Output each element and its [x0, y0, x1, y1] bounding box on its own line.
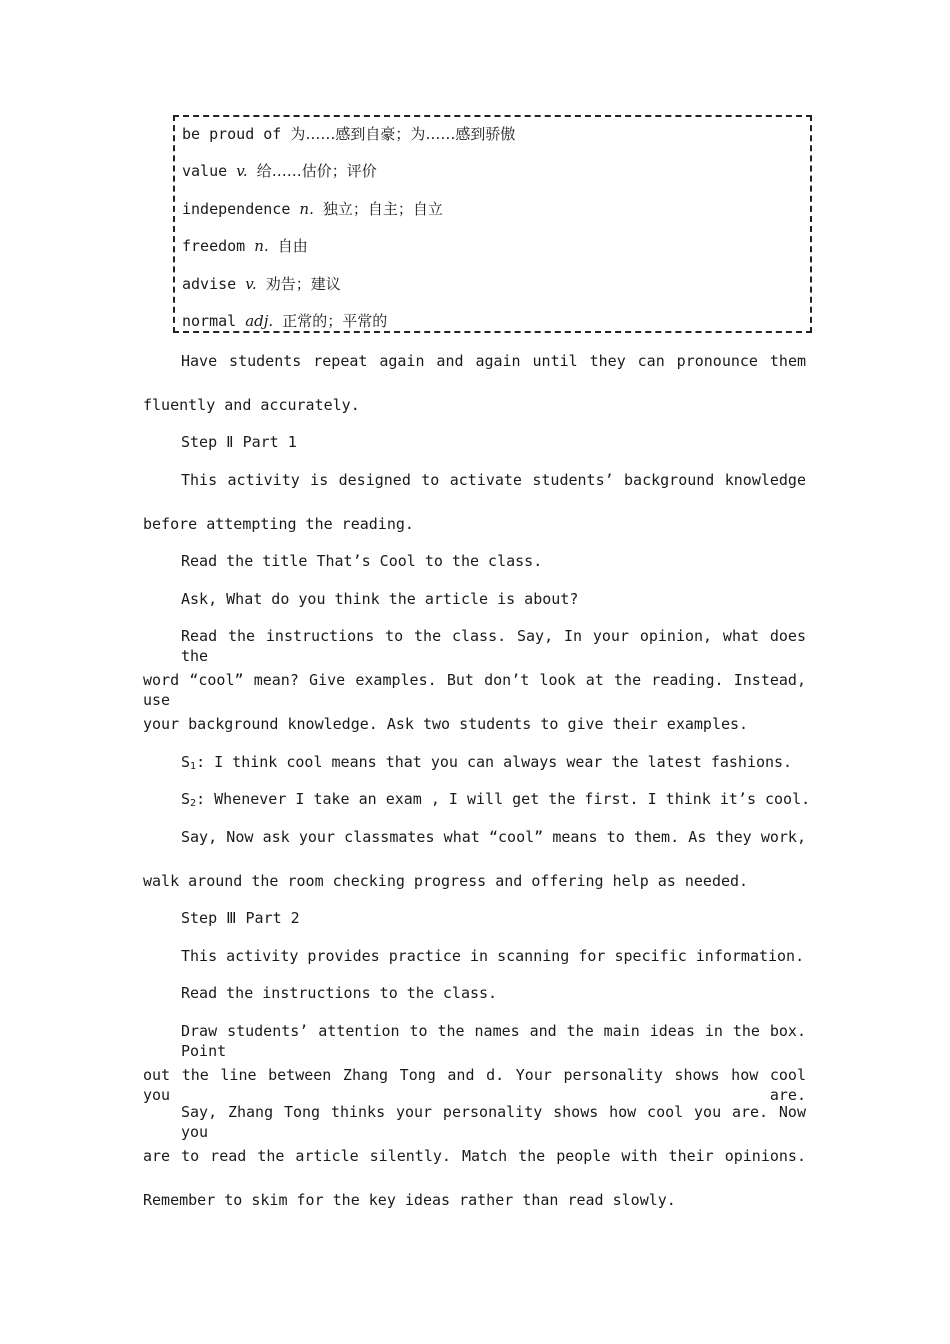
paragraph-line: Say, Zhang Tong thinks your personality shows how cool you are. Now you [181, 1103, 806, 1141]
vocab-item [182, 311, 387, 331]
vocab-word: normal [182, 312, 237, 330]
vocab-meaning: 劝告；建议 [265, 275, 341, 293]
vocab-meaning: 给……估价；评价 [256, 162, 377, 180]
vocab-item [182, 236, 308, 256]
vocab-word: independence [182, 200, 291, 218]
vocab-item [182, 161, 377, 181]
vocab-item [182, 274, 341, 294]
vocabulary-box [173, 115, 812, 333]
paragraph-line: before attempting the reading. [143, 515, 414, 533]
speaker-number: 2 [190, 798, 197, 809]
vocab-pos: v. [236, 162, 248, 180]
step-heading: Step Ⅲ Part 2 [181, 909, 300, 927]
dialogue-line [181, 752, 792, 777]
dialogue-text: : I think cool means that you can always wear the latest fashions. [196, 753, 793, 771]
paragraph-line: are to read the article silently. Match the people with their opinions. [143, 1147, 806, 1165]
vocab-word: advise [182, 275, 237, 293]
paragraph-line: Read the title That’s Cool to the class. [181, 552, 543, 570]
speaker-label: S [181, 790, 191, 808]
paragraph-line: Draw students’ attention to the names and the main ideas in the box. Point [181, 1022, 806, 1060]
paragraph-line: This activity provides practice in scanning for specific information. [181, 947, 805, 965]
vocab-item [182, 124, 515, 144]
vocab-meaning: 自由 [277, 237, 308, 255]
paragraph-line: fluently and accurately. [143, 396, 360, 414]
paragraph-line: Have students repeat again and again until they can pronounce them [181, 352, 806, 370]
paragraph-line: walk around the room checking progress and offering help as needed. [143, 872, 749, 890]
paragraph-line: Remember to skim for the key ideas rather than read slowly. [143, 1191, 676, 1209]
vocab-word: be proud of [182, 125, 282, 143]
vocab-pos: adj. [245, 312, 274, 330]
paragraph-line: your background knowledge. Ask two students to give their examples. [143, 715, 749, 733]
step-heading: Step Ⅱ Part 1 [181, 433, 297, 451]
vocab-word: freedom [182, 237, 246, 255]
vocab-pos: n. [254, 237, 269, 255]
vocab-pos: v. [245, 275, 257, 293]
vocab-pos: n. [299, 200, 314, 218]
vocab-meaning: 为……感到自豪；为……感到骄傲 [290, 125, 516, 143]
paragraph-line: word “cool” mean? Give examples. But don’t look at the reading. Instead, use [143, 671, 806, 709]
speaker-number: 1 [190, 761, 197, 772]
paragraph-line: Ask, What do you think the article is about? [181, 590, 579, 608]
speaker-label: S [181, 753, 191, 771]
vocab-meaning: 正常的；平常的 [282, 312, 388, 330]
paragraph-line: out the line between Zhang Tong and d. Your personality shows how cool you are. [143, 1066, 806, 1104]
vocab-word: value [182, 162, 228, 180]
paragraph-line: This activity is designed to activate students’ background knowledge [181, 471, 806, 489]
paragraph-line: Read the instructions to the class. Say, In your opinion, what does the [181, 627, 806, 665]
paragraph-line: Read the instructions to the class. [181, 984, 498, 1002]
vocab-item [182, 199, 443, 219]
dialogue-line [181, 789, 810, 814]
dialogue-text: : Whenever I take an exam , I will get the first. I think it’s cool. [196, 790, 811, 808]
vocab-meaning: 独立；自主；自立 [322, 200, 443, 218]
paragraph-line: Say, Now ask your classmates what “cool” means to them. As they work, [181, 828, 806, 846]
